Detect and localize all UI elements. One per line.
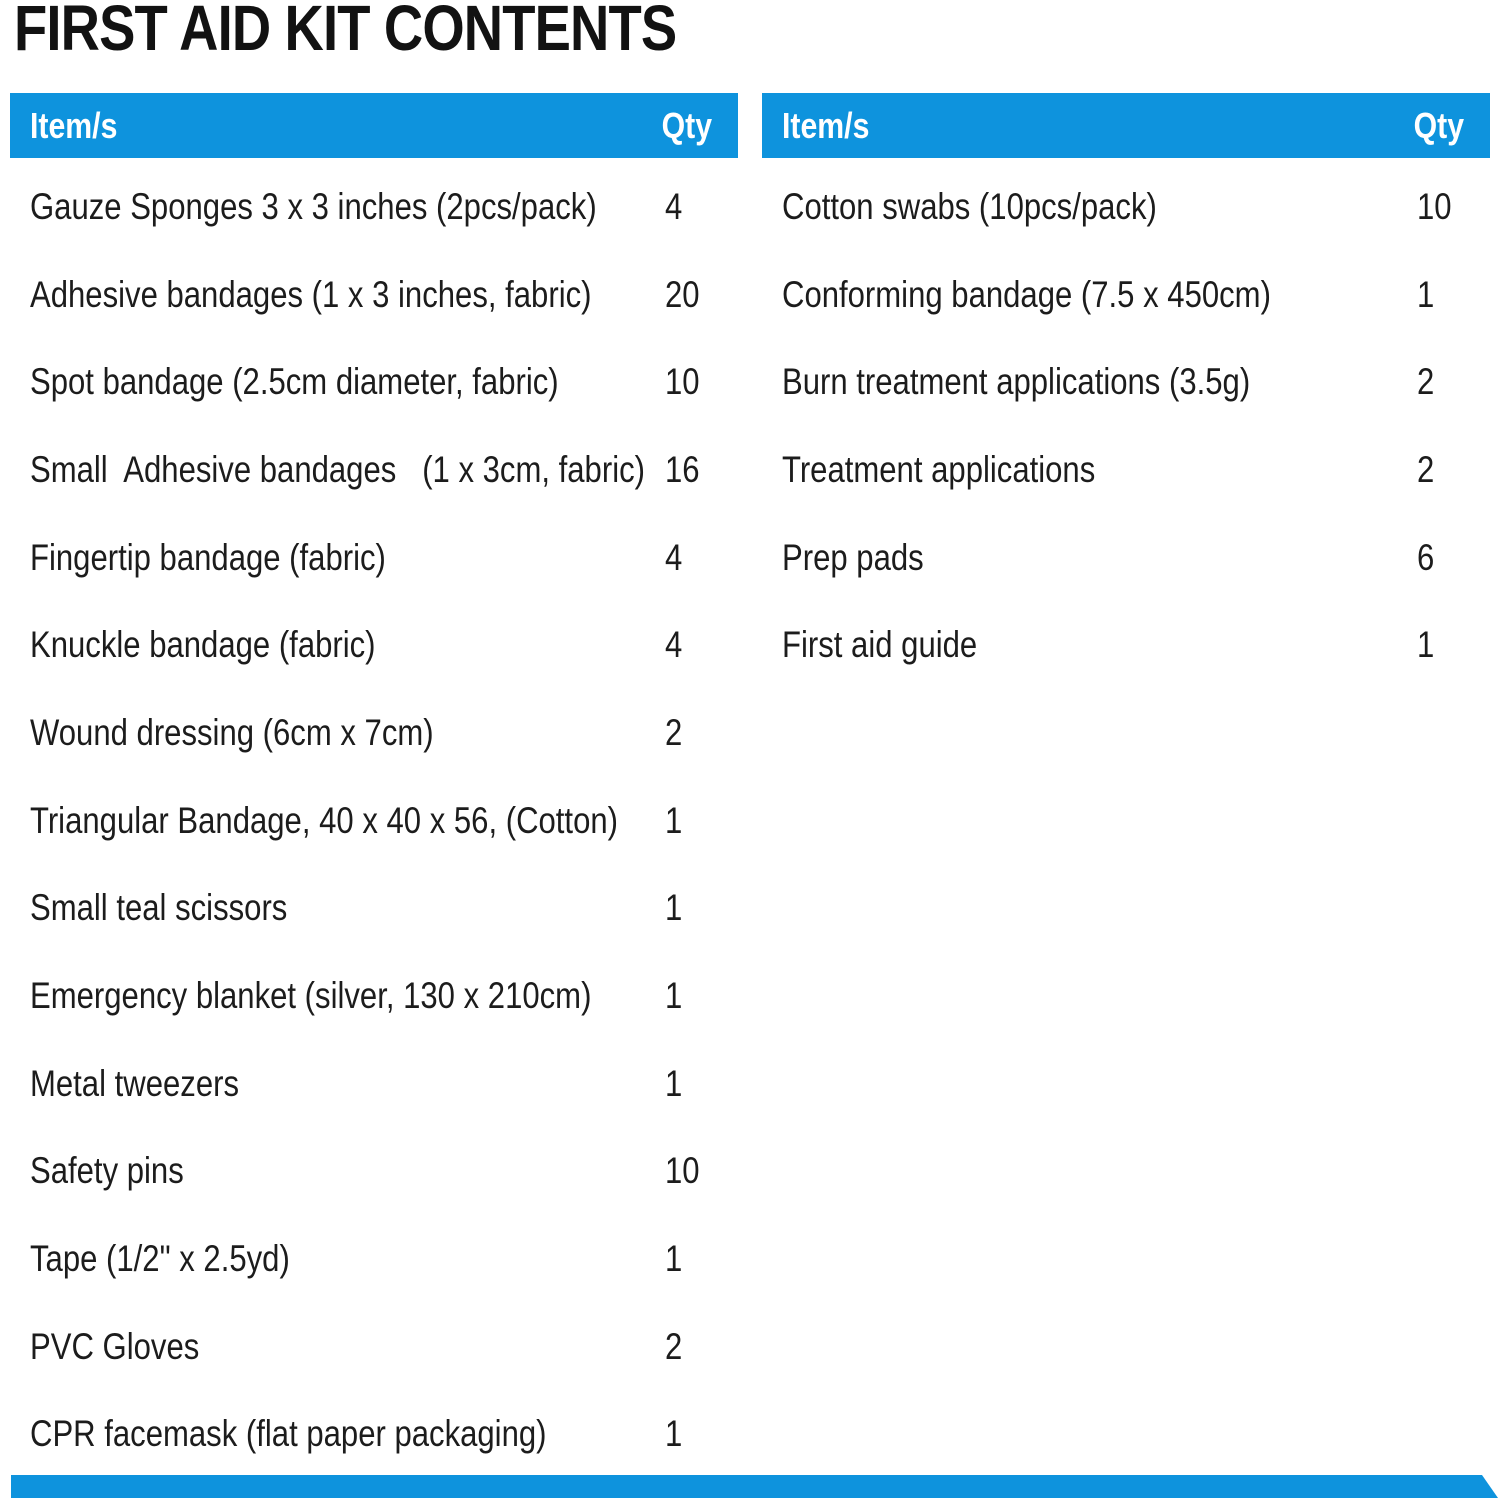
item-label: Prep pads — [782, 536, 924, 578]
contents-table-right — [762, 93, 1490, 689]
table-row — [10, 1391, 738, 1479]
item-qty: 2 — [1417, 448, 1435, 490]
table-row — [10, 163, 738, 251]
item-qty: 2 — [1417, 361, 1435, 403]
item-label: Small Adhesive bandages (1 x 3cm, fabric) — [30, 448, 645, 490]
item-label: Safety pins — [30, 1150, 184, 1192]
item-label: Emergency blanket (silver, 130 x 210cm) — [30, 975, 592, 1017]
item-qty: 1 — [665, 1413, 683, 1455]
page-title: FIRST AID KIT CONTENTS — [14, 0, 677, 64]
column-header-qty: Qty — [1413, 104, 1464, 146]
table-row — [10, 426, 738, 514]
item-qty: 6 — [1417, 536, 1435, 578]
item-label: Small teal scissors — [30, 887, 288, 929]
item-label: First aid guide — [782, 624, 978, 666]
item-qty: 10 — [665, 361, 700, 403]
item-label: CPR facemask (flat paper packaging) — [30, 1413, 547, 1455]
table-header — [10, 93, 738, 158]
item-label: Gauze Sponges 3 x 3 inches (2pcs/pack) — [30, 185, 597, 227]
table-rows — [10, 163, 738, 1478]
table-row — [762, 338, 1490, 426]
item-qty: 1 — [1417, 624, 1435, 666]
item-label: Triangular Bandage, 40 x 40 x 56, (Cotton) — [30, 799, 618, 841]
item-label: Wound dressing (6cm x 7cm) — [30, 711, 434, 753]
item-label: Adhesive bandages (1 x 3 inches, fabric) — [30, 273, 592, 315]
table-row — [762, 426, 1490, 514]
table-rows — [762, 163, 1490, 689]
table-row — [10, 1303, 738, 1391]
table-row — [10, 777, 738, 865]
item-qty: 1 — [665, 975, 683, 1017]
column-header-qty: Qty — [661, 104, 712, 146]
table-row — [762, 601, 1490, 689]
item-qty: 2 — [665, 711, 683, 753]
table-row — [762, 251, 1490, 339]
table-row — [10, 338, 738, 426]
table-row — [10, 251, 738, 339]
table-row — [10, 952, 738, 1040]
column-header-items: Item/s — [782, 104, 870, 146]
table-header — [762, 93, 1490, 158]
item-label: Burn treatment applications (3.5g) — [782, 361, 1251, 403]
item-qty: 4 — [665, 536, 683, 578]
item-qty: 4 — [665, 624, 683, 666]
item-qty: 1 — [665, 1062, 683, 1104]
footer-accent-bar — [11, 1475, 1498, 1498]
item-label: Treatment applications — [782, 448, 1096, 490]
item-qty: 20 — [665, 273, 700, 315]
item-qty: 1 — [665, 1238, 683, 1280]
table-row — [10, 514, 738, 602]
item-label: Knuckle bandage (fabric) — [30, 624, 376, 666]
table-row — [10, 1128, 738, 1216]
item-label: Conforming bandage (7.5 x 450cm) — [782, 273, 1271, 315]
table-row — [10, 1215, 738, 1303]
item-label: Fingertip bandage (fabric) — [30, 536, 386, 578]
item-label: Metal tweezers — [30, 1062, 240, 1104]
item-qty: 4 — [665, 185, 683, 227]
item-label: PVC Gloves — [30, 1325, 200, 1367]
item-qty: 1 — [1417, 273, 1435, 315]
item-qty: 16 — [665, 448, 700, 490]
table-row — [10, 601, 738, 689]
item-qty: 1 — [665, 887, 683, 929]
item-qty: 2 — [665, 1325, 683, 1367]
item-label: Spot bandage (2.5cm diameter, fabric) — [30, 361, 559, 403]
item-label: Cotton swabs (10pcs/pack) — [782, 185, 1157, 227]
table-row — [762, 514, 1490, 602]
contents-table-left — [10, 93, 738, 1478]
table-row — [10, 1040, 738, 1128]
item-qty: 10 — [665, 1150, 700, 1192]
item-qty: 10 — [1417, 185, 1452, 227]
table-row — [10, 689, 738, 777]
table-row — [10, 865, 738, 953]
column-header-items: Item/s — [30, 104, 118, 146]
table-row — [762, 163, 1490, 251]
item-label: Tape (1/2" x 2.5yd) — [30, 1238, 290, 1280]
item-qty: 1 — [665, 799, 683, 841]
